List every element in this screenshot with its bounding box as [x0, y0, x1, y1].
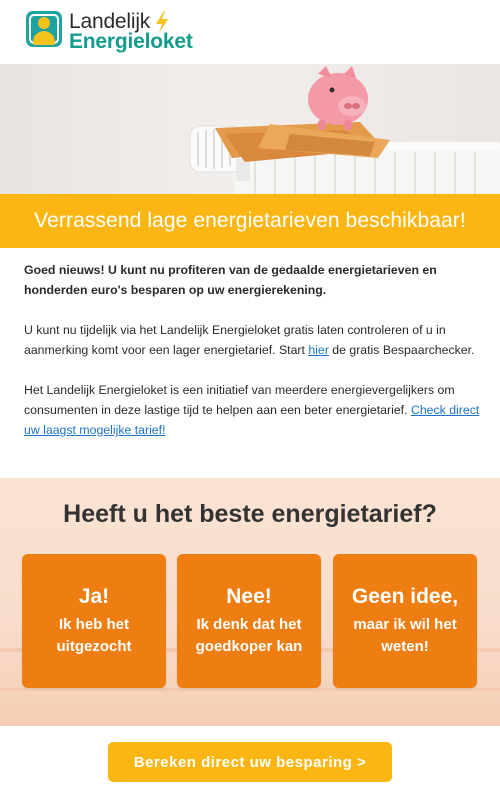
answer-yes-title: Ja!: [78, 585, 110, 608]
brand-name-line1[interactable]: Landelijk: [69, 10, 151, 33]
intro-text: [24, 260, 480, 460]
answer-yes-subtitle: Ik heb het uitgezocht: [56, 616, 132, 655]
answer-unknown-subtitle: maar ik wil het weten!: [353, 616, 457, 655]
logo-head: [38, 17, 50, 29]
answer-unknown-button[interactable]: [333, 554, 477, 688]
p3-text-before: Het Landelijk Energieloket is een initiatief van meerdere energievergelijkers om consumenten in deze lastige tijd te helpen aan een beter energietarief.: [24, 383, 455, 417]
answer-yes-button[interactable]: [22, 554, 166, 688]
p2-text-before: U kunt nu tijdelijk via het Landelijk Energieloket gratis laten controleren of u in aanmerking komt voor een lager energietarief. Start: [24, 323, 446, 357]
answer-unknown-title: Geen idee,: [351, 585, 459, 608]
person-frame-icon[interactable]: [26, 11, 62, 47]
question-title: Heeft u het beste energietarief?: [63, 500, 437, 528]
answer-no-title: Nee!: [226, 585, 272, 608]
headline-banner: [0, 194, 500, 248]
intro-paragraph-2: [24, 320, 480, 360]
brand-name-line2[interactable]: Energieloket: [69, 30, 193, 53]
banner-title: Verrassend lage energietarieven beschikbaar!: [34, 209, 466, 232]
piggy-bank-radiator-photo: [0, 64, 500, 194]
check-tariff-link[interactable]: Check direct uw laagst mogelijke tarief!: [24, 403, 480, 437]
answer-no-button[interactable]: [177, 554, 321, 688]
hero-image: [0, 64, 500, 194]
intro-lead: Goed nieuws! U kunt nu profiteren van de gedaalde energietarieven en honderden euro's besparen op uw energierekening.: [24, 263, 437, 297]
calculate-savings-button[interactable]: Bereken direct uw besparing >: [108, 742, 392, 782]
header: [0, 0, 500, 64]
p2-text-after: de gratis Bespaarchecker.: [328, 343, 475, 357]
background-stripe: [0, 688, 500, 691]
start-here-link[interactable]: hier: [308, 343, 329, 357]
answer-no-subtitle: Ik denk dat het goedkoper kan: [195, 616, 303, 655]
intro-paragraph-3: [24, 380, 480, 440]
question-section: [0, 478, 500, 726]
